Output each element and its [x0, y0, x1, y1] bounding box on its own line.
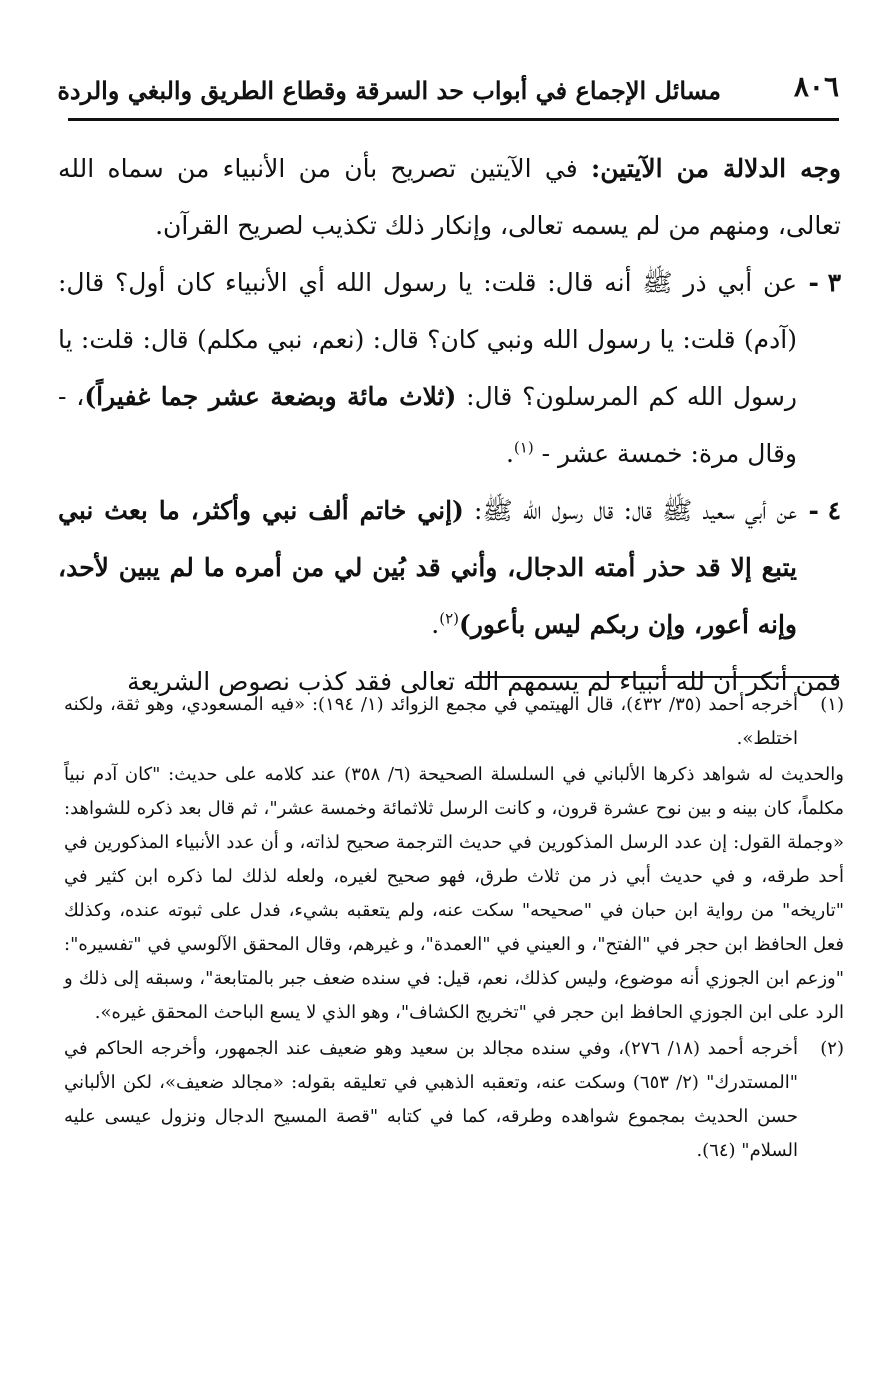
hadith-item-3 [58, 254, 841, 482]
paragraph-evidence [58, 140, 841, 254]
item-number-4: ٤ - [808, 496, 841, 525]
footnote-1 [64, 688, 844, 756]
item3-text-b: ، - وقال مرة: خمسة عشر - [58, 382, 797, 468]
footnote-ref-2[interactable]: (٢) [439, 609, 459, 628]
footnote-1-text: أخرجه أحمد (٣٥/ ٤٣٢)، قال الهيتمي في مجمع الزوائد (١/ ١٩٤): «فيه المسعودي، وهو ثقة، ولكنه اختلط». [64, 694, 798, 749]
page-header [57, 68, 839, 118]
evidence-text: في الآيتين تصريح بأن من الأنبياء من سماه الله تعالى، ومنهم من لم يسمه تعالى، وإنكار ذلك تكذيب لصريح القرآن. [58, 154, 841, 240]
item4-text-a: عن أبي سعيد ﷺ قال: قال رسول الله ﷺ: [474, 496, 797, 525]
item4-quote: (إني خاتم ألف نبي وأكثر، ما بعث نبي يتبع إلا قد حذر أمته الدجال، وأني قد بُين لي من أمره ما لم يبين لأحد، وإنه أعور، وإن ربكم ليس بأعور) [58, 496, 797, 639]
item3-text-a: عن أبي ذر ﷺ أنه قال: قلت: يا رسول الله أي الأنبياء كان أول؟ قال: (آدم) قلت: يا رسول الله ونبي كان؟ قال: (نعم، نبي مكلم) قال: قلت: يا رسول الله كم المرسلون؟ قال: [58, 268, 797, 411]
footnote-2-text: أخرجه أحمد (١٨/ ٢٧٦)، وفي سنده مجالد بن سعيد وهو ضعيف عند الجمهور، وأخرجه الحاكم في "المستدرك" (٢/ ٦٥٣) وسكت عنه، وتعقبه الذهبي في تعليقه بقوله: «مجالد ضعيف»، لكن الألباني حسن الحديث بمجموع شواهده وطرقه، كما في كتابه "قصة المسيح الدجال ونزول عيسى عليه السلام" (٦٤). [64, 1038, 798, 1161]
footnote-number-1: (١) [820, 694, 844, 715]
item3-end: . [505, 439, 514, 468]
footnote-2 [64, 1032, 844, 1168]
footnote-1-continuation: والحديث له شواهد ذكرها الألباني في السلسلة الصحيحة (٦/ ٣٥٨) عند كلامه على حديث: "كان آدم نبياً مكلماً، كان بينه و بين نوح عشرة قرون، و كانت الرسل ثلاثمائة وخمسة عشر"، ثم قال بعد ذكره للشواهد: «وجملة القول: إن عدد الرسل المذكورين في حديث الترجمة صحيح لذاته، و أن عدد الأنبياء المذكورين في أحد طرقه، و في حديث أبي ذر من ثلاث طرق، فهو صحيح لغيره، ولعله لذلك لما ذكره ابن كثير في "تاريخه" من رواية ابن حبان في "صحيحه" سكت عنه، ولم يتعقبه بشيء، فدل على ثبوته عنده، وكذلك فعل الحافظ ابن حجر في "الفتح"، و العيني في "العمدة"، و غيرهم، وقال المحقق الآلوسي في "تفسيره": "وزعم ابن الجوزي أنه موضوع، وليس كذلك، نعم، قيل: في سنده ضعف جبر بالمتابعة"، وسبقه إلى ذلك و الرد على ابن الجوزي الحافظ ابن حجر في "تخريج الكشاف"، وهو الذي لا يسع الباحث المحقق غيره». [64, 764, 844, 1023]
footnote-ref-1[interactable]: (١) [513, 438, 534, 457]
paragraph-conclusion: فمن أنكر أن لله أنبياء لم يسمهم الله تعالى فقد كذب نصوص الشريعة [127, 667, 841, 696]
item-number-3: ٣ - [808, 268, 841, 297]
footnotes [64, 688, 844, 1170]
header-rule [68, 118, 839, 121]
running-title: مسائل الإجماع في أبواب حد السرقة وقطاع الطريق والبغي والردة [57, 76, 721, 105]
evidence-lead: وجه الدلالة من الآيتين: [591, 154, 841, 183]
page-number: ٨٠٦ [793, 70, 839, 103]
item4-end: . [431, 610, 440, 639]
main-text [58, 140, 841, 710]
hadith-item-4 [58, 482, 841, 653]
footnote-number-2: (٢) [820, 1038, 844, 1059]
footnote-separator [473, 676, 839, 678]
item3-quote: (ثلاث مائة وبضعة عشر جما غفيراً) [84, 382, 457, 411]
